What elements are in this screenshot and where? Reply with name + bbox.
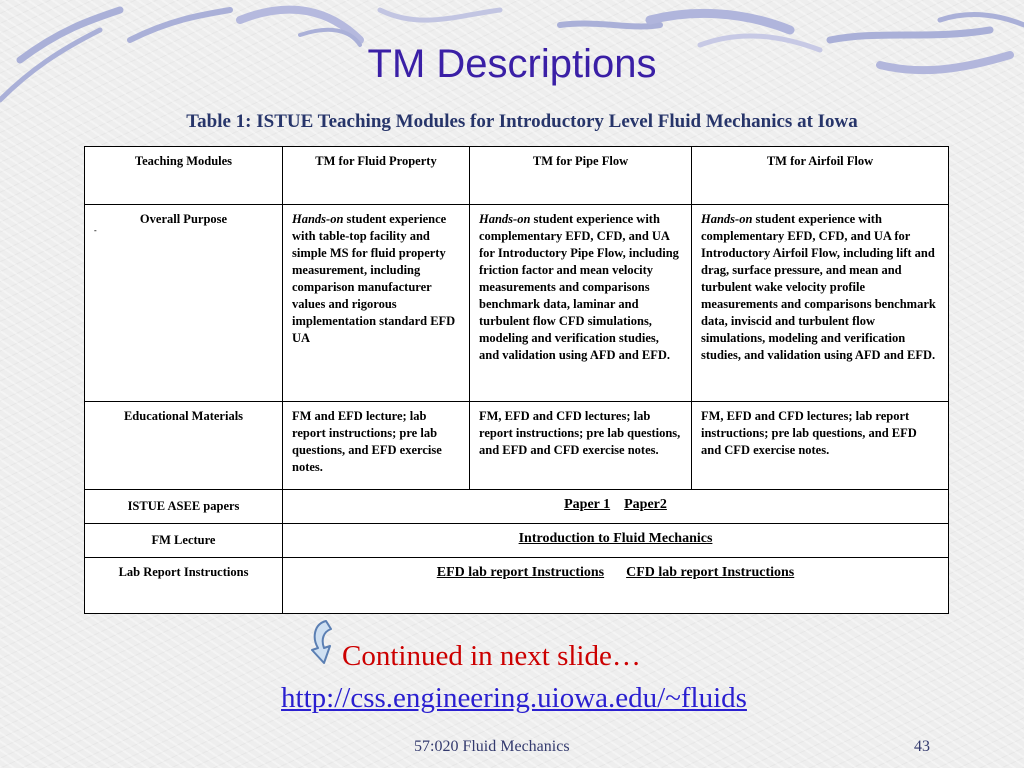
paper-1-link[interactable]: Paper 1 — [564, 497, 611, 512]
row-label-asee-papers: ISTUE ASEE papers — [85, 490, 283, 524]
overall-purpose-airfoil-text: student experience with complementary EFD, CFD, and UA for Introductory Airfoil Flow, including lift and drag, surface pressure, and mean and turbulent wake velocity profile measurements and comparisons benchmark data, inviscid and turbulent flow simulations, modeling and verification studies, and validation using AFD and EFD. — [701, 212, 936, 362]
slide-title: TM Descriptions — [367, 42, 657, 86]
table-header-row — [85, 147, 949, 205]
header-teaching-modules: Teaching Modules — [85, 147, 283, 205]
hands-on-label: Hands-on — [292, 212, 344, 226]
asee-papers-cell — [283, 490, 949, 524]
overall-purpose-pipe — [470, 205, 692, 402]
fluids-url-link[interactable]: http://css.engineering.uiowa.edu/~fluids — [281, 682, 747, 714]
hands-on-label: Hands-on — [479, 212, 531, 226]
hands-on-label: Hands-on — [701, 212, 753, 226]
overall-purpose-pipe-text: student experience with complementary EFD, CFD, and UA for Introductory Pipe Flow, including friction factor and mean velocity measurements and comparisons benchmark data, laminar and turbulent flow CFD simulations, modeling and verification studies, and validation using AFD and EFD. — [479, 212, 679, 362]
overall-purpose-airfoil — [692, 205, 949, 402]
table-caption: Table 1: ISTUE Teaching Modules for Introductory Level Fluid Mechanics at Iowa — [186, 111, 858, 132]
row-label-overall-purpose — [85, 205, 283, 402]
efd-lab-report-link[interactable]: EFD lab report Instructions — [436, 565, 605, 580]
overall-purpose-fluid-text: student experience with table-top facility and simple MS for fluid property measurement, including comparison manufacturer values and rigorous implementation standard EFD UA — [292, 212, 456, 345]
cfd-lab-report-link[interactable]: CFD lab report Instructions — [626, 565, 795, 580]
row-label-fm-lecture: FM Lecture — [85, 524, 283, 558]
header-pipe-flow: TM for Pipe Flow — [470, 147, 692, 205]
header-airfoil-flow: TM for Airfoil Flow — [692, 147, 949, 205]
row-label-educational-materials: Educational Materials — [85, 402, 283, 490]
fm-lecture-link[interactable]: Introduction to Fluid Mechanics — [518, 531, 713, 546]
table-row — [85, 558, 949, 614]
overall-purpose-label: Overall Purpose — [139, 212, 228, 226]
fm-lecture-cell — [283, 524, 949, 558]
table-row — [85, 402, 949, 490]
page-number: 43 — [914, 738, 930, 755]
row-label-lab-report: Lab Report Instructions — [85, 558, 283, 614]
overall-purpose-marker: - — [94, 226, 97, 235]
lab-report-cell — [283, 558, 949, 614]
educational-materials-airfoil: FM, EFD and CFD lectures; lab report instructions; pre lab questions, and EFD and CFD exercise notes. — [692, 402, 949, 490]
header-fluid-property: TM for Fluid Property — [283, 147, 470, 205]
educational-materials-fluid: FM and EFD lecture; lab report instructions; pre lab questions, and EFD exercise notes. — [283, 402, 470, 490]
overall-purpose-fluid — [283, 205, 470, 402]
table-row — [85, 205, 949, 402]
table-row — [85, 524, 949, 558]
educational-materials-pipe: FM, EFD and CFD lectures; lab report instructions; pre lab questions, and EFD and CFD exercise notes. — [470, 402, 692, 490]
paper-2-link[interactable]: Paper2 — [624, 497, 667, 512]
table-row — [85, 490, 949, 524]
footer-course: 57:020 Fluid Mechanics — [414, 738, 570, 755]
continued-text: Continued in next slide… — [342, 640, 641, 672]
teaching-modules-table — [84, 146, 949, 614]
